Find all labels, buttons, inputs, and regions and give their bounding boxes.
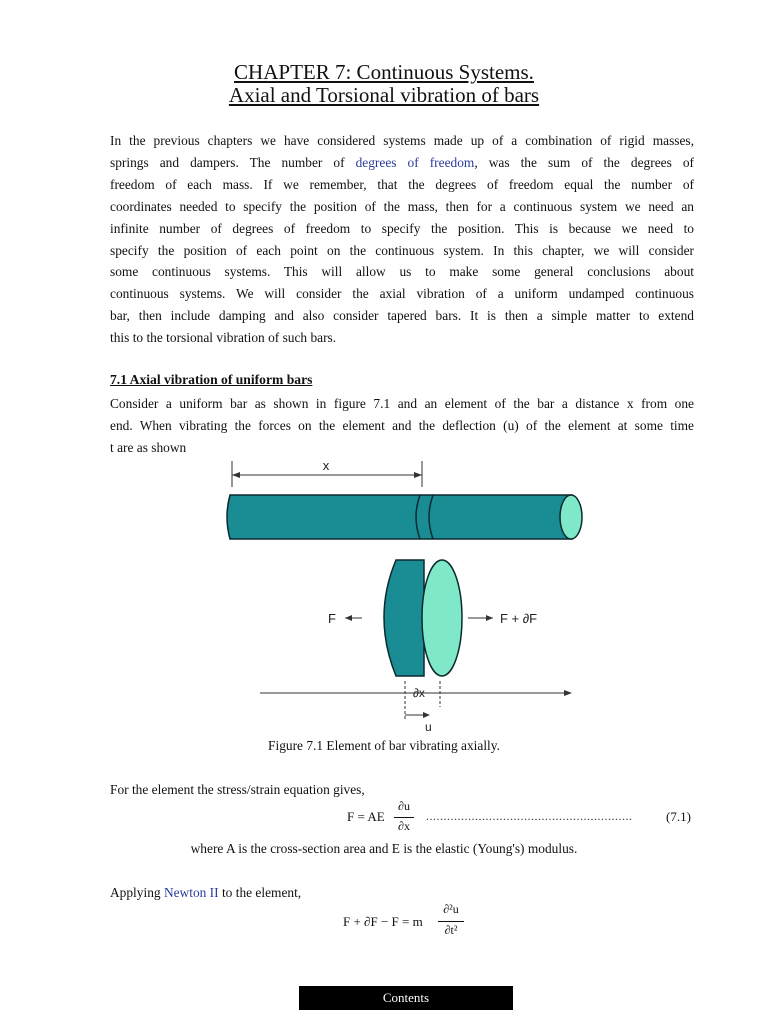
stress-intro: For the element the stress/strain equation gives, [110,782,365,797]
x-arrow-left [232,472,240,478]
intro-line: springs and dampers. The number of degrees of freedom, was the sum of the degrees of [110,154,694,170]
equation-number: (7.1) [666,809,691,824]
section-line: Consider a uniform bar as shown in figure 7.1 and an element of the bar a distance x from one [110,396,694,411]
force-left-arrow [345,615,352,621]
intro-paragraph [110,130,694,349]
stress-frac-num: ∂u [398,799,410,813]
bar-body [227,495,572,539]
intro-line: this to the torsional vibration of such bars. [110,330,337,346]
intro-line: In the previous chapters we have considered systems made up of a combination of rigid masses, [110,133,694,148]
bar-end-face [560,495,582,539]
force-left-label: F [328,611,336,626]
dx-label: ∂x [413,686,425,700]
stress-frac-bar [394,817,414,818]
intro-line: infinite number of degrees of freedom to specify the position. This is because we need to [110,220,694,236]
intro-line: freedom of each mass. If we remember, that the degrees of freedom equal the number of [110,176,694,192]
section-line: end. When vibrating the forces on the element and the deflection (u) of the element at some time [110,417,694,433]
element-face [422,560,462,676]
newton-frac-den: ∂t² [444,923,458,937]
intro-line: continuous systems. We will consider the axial vibration of a uniform undamped continuous [110,286,694,302]
newton-equation-lhs: F + ∂F − F = m [343,914,423,929]
newton-frac-bar [438,921,464,922]
intro-line: coordinates needed to specify the position of the mass, then for a continuous system we need an [110,198,694,214]
modulus-note: where A is the cross-section area and E is the elastic (Young's) modulus. [190,841,578,856]
intro-line: specify the position of each point on the continuous system. In this chapter, we will consider [110,242,694,258]
section-line: t are as shown [110,439,187,455]
contents-button[interactable]: Contents [299,986,513,1010]
x-label: x [322,458,330,473]
x-arrow-right [414,472,422,478]
stress-equation-lhs: F = AE [347,809,385,824]
u-label: u [425,720,432,734]
chapter-subtitle: Axial and Torsional vibration of bars [228,83,540,107]
newton-frac-num: ∂²u [443,902,459,916]
axis-arrow [564,690,572,696]
intro-line: some continuous systems. This will allow us to make some general conclusions about [110,264,694,280]
section-heading: 7.1 Axial vibration of uniform bars [110,372,313,387]
newton-ii-link[interactable]: Newton II [163,885,219,900]
equation-leader-dots: ........................................................... [426,809,633,823]
force-right-label: F + ∂F [500,611,538,626]
bar-figure [200,455,600,735]
stress-frac-den: ∂x [398,819,410,833]
degrees-of-freedom-link[interactable]: degrees of freedom [355,154,475,170]
chapter-title: CHAPTER 7: Continuous Systems. [234,60,534,84]
element-body [384,560,424,676]
figure-caption: Figure 7.1 Element of bar vibrating axially. [268,738,500,753]
intro-line: bar, then include damping and also consider tapered bars. It is then a simple matter to extend [110,308,694,324]
section-paragraph [110,393,694,459]
force-right-arrow [486,615,493,621]
newton-intro: Applying Newton II to the element, [110,885,302,900]
u-arrow-head [423,712,430,718]
